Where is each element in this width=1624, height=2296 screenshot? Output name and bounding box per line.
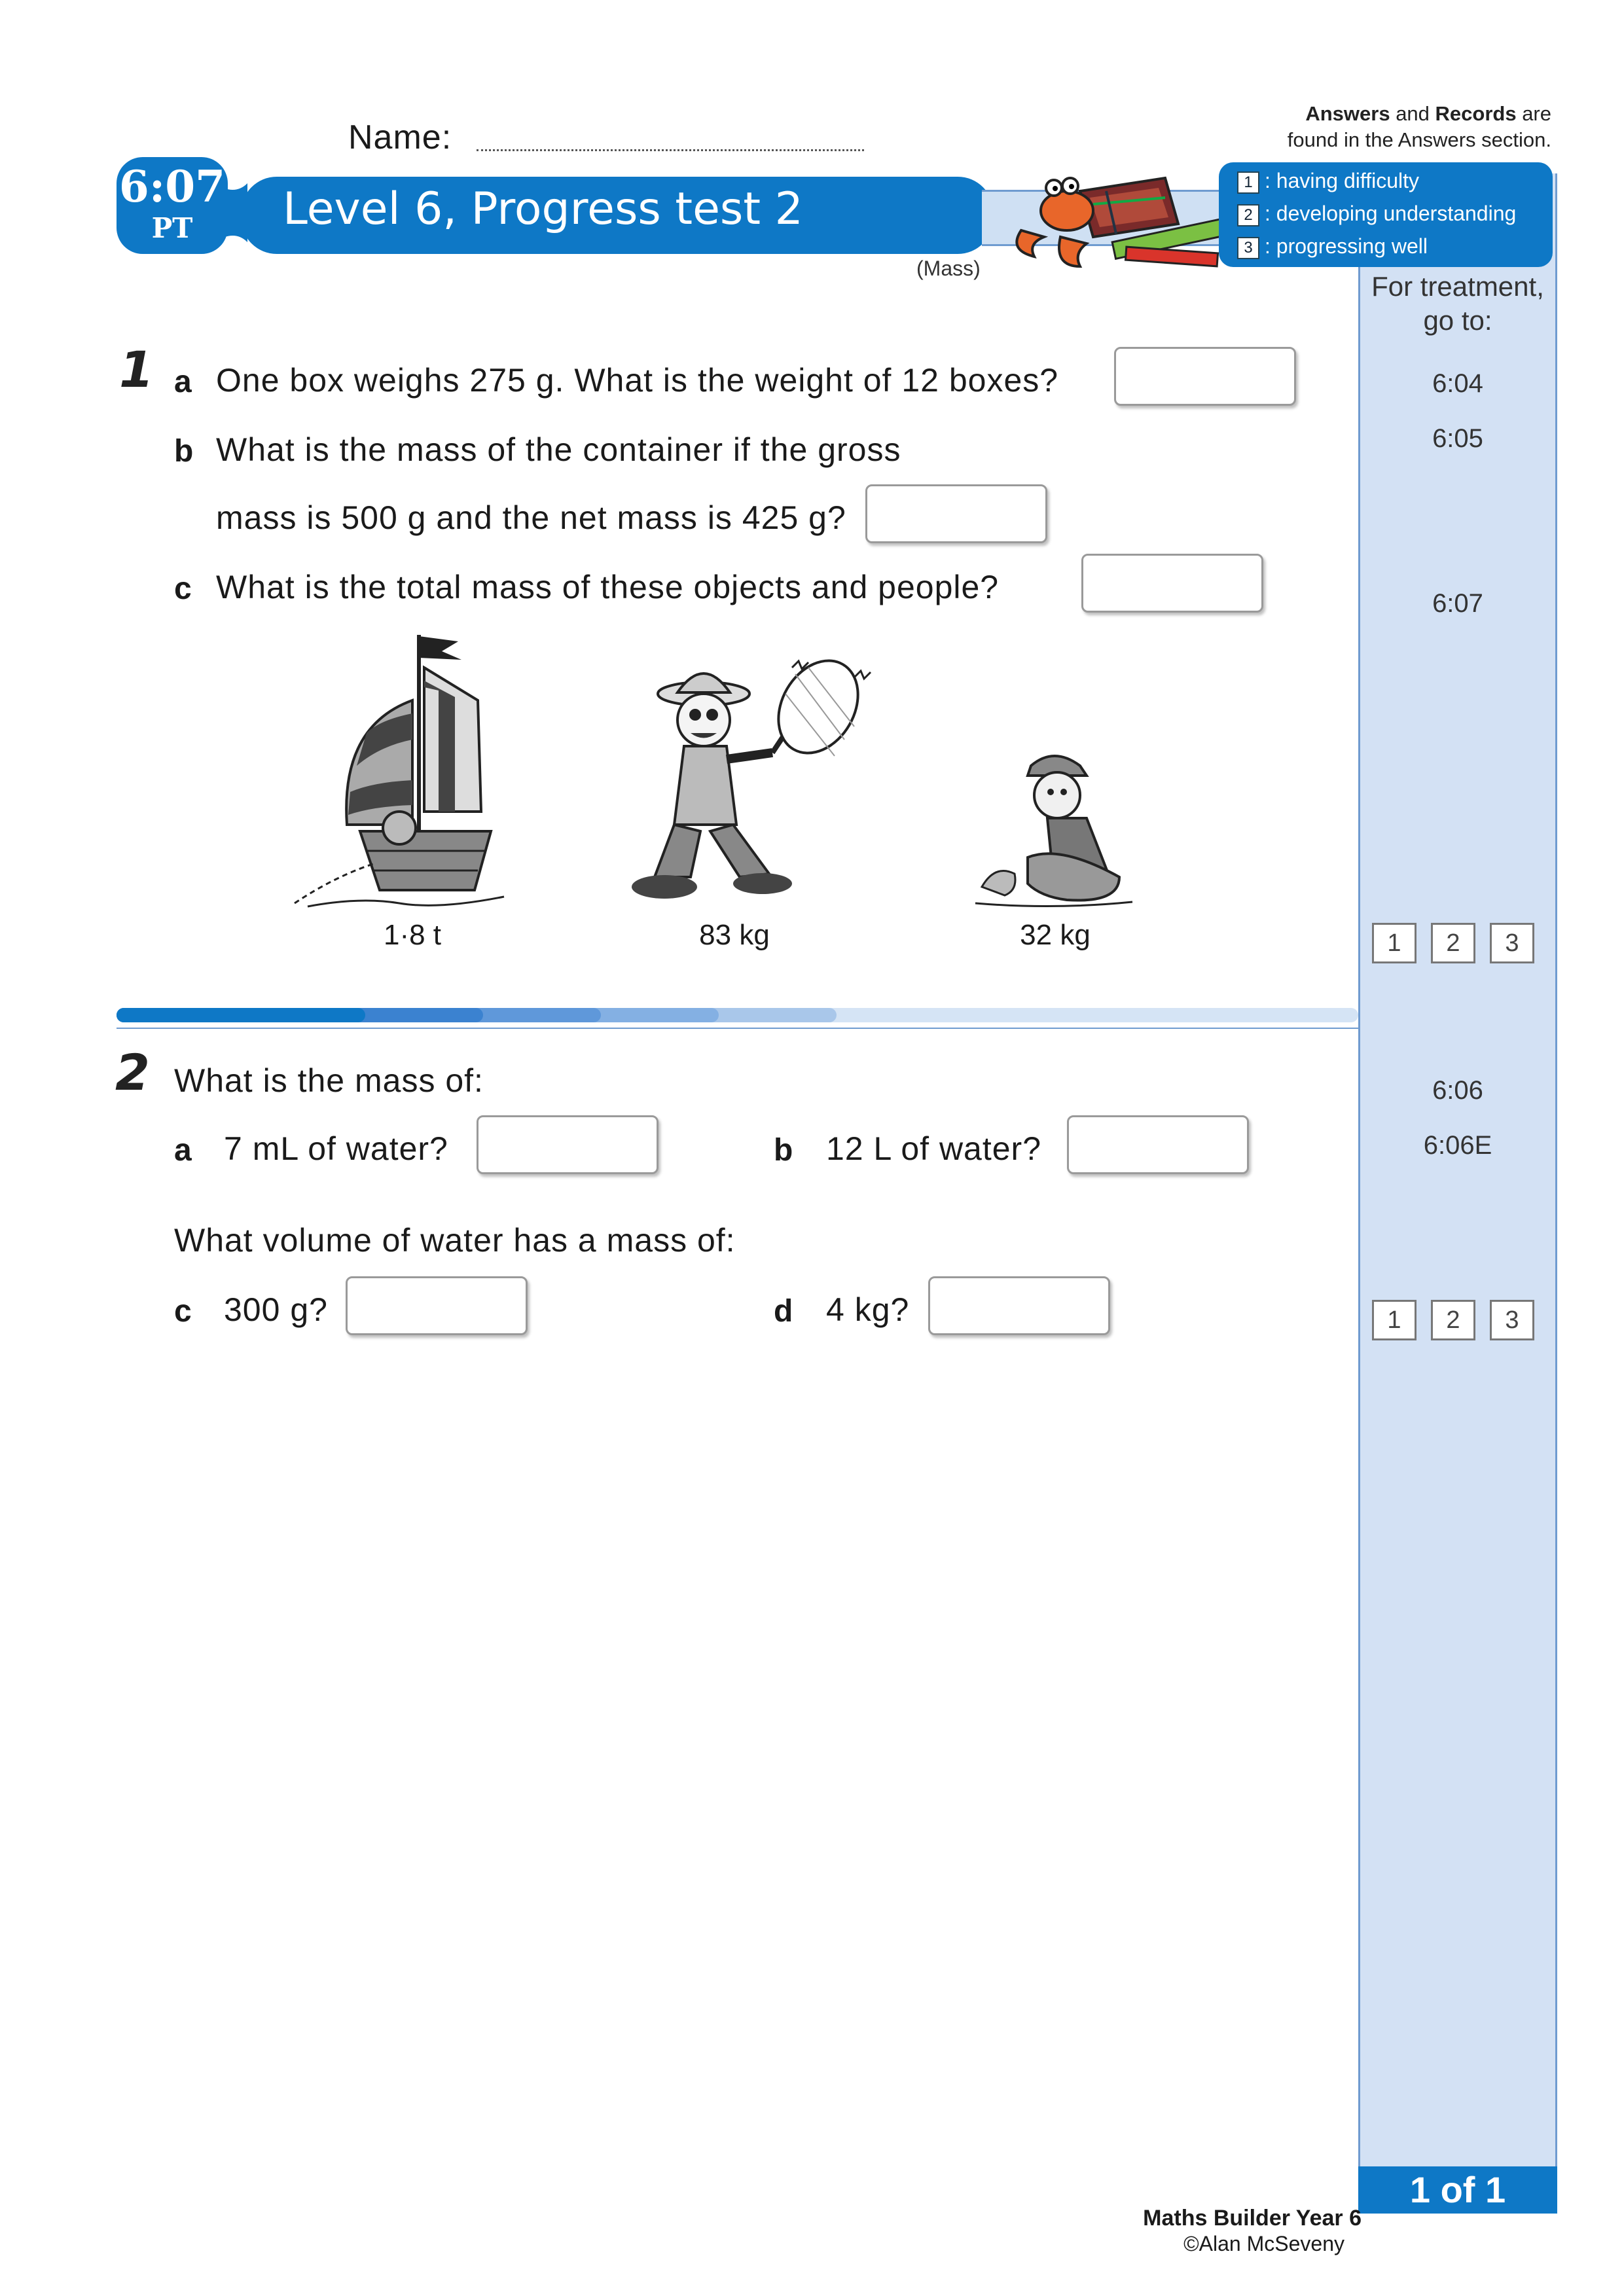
name-label: Name: xyxy=(348,118,452,156)
part-letter: c xyxy=(174,1294,192,1329)
answer-box-2b[interactable] xyxy=(1067,1115,1249,1174)
answer-box-1b[interactable] xyxy=(865,484,1047,543)
legend-number: 2 xyxy=(1237,204,1259,226)
image-caption: 83 kg xyxy=(699,919,770,951)
legend-item-3: 3 : progressing well xyxy=(1237,234,1428,259)
answers-note-line2: found in the Answers section. xyxy=(1287,128,1551,151)
question-1b-text-line1: What is the mass of the container if the gross xyxy=(216,431,901,468)
page-label: 1 of 1 xyxy=(1358,2166,1557,2214)
legend-item-1: 1 : having difficulty xyxy=(1237,169,1419,194)
footer-book: Maths Builder Year 6 xyxy=(1143,2206,1362,2231)
treatment-code: 6:05 xyxy=(1432,424,1483,453)
record-box-1[interactable]: 1 xyxy=(1372,1300,1416,1340)
question-1b-text-line2: mass is 500 g and the net mass is 425 g? xyxy=(216,499,846,536)
image-caption: 32 kg xyxy=(1020,919,1091,951)
answer-box-2d[interactable] xyxy=(928,1276,1110,1335)
record-box-3[interactable]: 3 xyxy=(1490,923,1534,963)
question-number: 2 xyxy=(115,1043,150,1102)
answers-note-line1: Answers and Records are xyxy=(1305,102,1551,125)
part-letter: b xyxy=(774,1133,794,1168)
record-box-2[interactable]: 2 xyxy=(1431,1300,1475,1340)
treatment-code: 6:07 xyxy=(1432,589,1483,618)
treatment-code: 6:04 xyxy=(1432,369,1483,398)
part-letter: c xyxy=(174,571,192,606)
question-1c-text: What is the total mass of these objects and people? xyxy=(216,569,1000,605)
legend-number: 1 xyxy=(1237,171,1259,194)
topic-code-sub: PT xyxy=(151,212,193,244)
question-2a-text: 7 mL of water? xyxy=(224,1130,448,1167)
topic-code: 6:07 xyxy=(118,161,226,212)
treatment-heading-line1: For treatment, xyxy=(1371,271,1544,302)
name-field[interactable] xyxy=(477,149,864,151)
treatment-code: 6:06E xyxy=(1423,1131,1492,1160)
answer-box-2a[interactable] xyxy=(477,1115,659,1174)
sailboat-illustration xyxy=(281,628,517,916)
question-2-intro: What is the mass of: xyxy=(174,1062,484,1099)
divider-line xyxy=(117,1028,1358,1029)
image-caption: 1·8 t xyxy=(383,919,442,951)
question-2b-text: 12 L of water? xyxy=(826,1130,1042,1167)
answer-box-1c[interactable] xyxy=(1081,554,1263,613)
part-letter: a xyxy=(174,1133,192,1168)
question-number: 1 xyxy=(119,340,154,399)
question-2d-text: 4 kg? xyxy=(826,1291,910,1328)
boy-illustration xyxy=(969,746,1139,916)
page-title: Level 6, Progress test 2 xyxy=(283,183,803,235)
page-subtitle: (Mass) xyxy=(916,257,981,280)
part-letter: b xyxy=(174,434,194,469)
part-letter: a xyxy=(174,365,192,399)
record-box-3[interactable]: 3 xyxy=(1490,1300,1534,1340)
record-box-1[interactable]: 1 xyxy=(1372,923,1416,963)
explorer-illustration xyxy=(628,648,903,910)
record-box-2[interactable]: 2 xyxy=(1431,923,1475,963)
answer-box-2c[interactable] xyxy=(346,1276,528,1335)
question-2-intro2: What volume of water has a mass of: xyxy=(174,1222,736,1259)
treatment-heading-line2: go to: xyxy=(1423,305,1492,336)
hermit-crab-illustration xyxy=(982,152,1231,283)
question-2c-text: 300 g? xyxy=(224,1291,328,1328)
question-1a-text: One box weighs 275 g. What is the weight of 12 boxes? xyxy=(216,362,1059,399)
treatment-code: 6:06 xyxy=(1432,1076,1483,1105)
section-divider xyxy=(117,1008,1358,1022)
footer-copyright: ©Alan McSeveny xyxy=(1183,2232,1344,2255)
answer-box-1a[interactable] xyxy=(1114,347,1296,406)
part-letter: d xyxy=(774,1294,794,1329)
legend-number: 3 xyxy=(1237,237,1259,259)
legend-item-2: 2 : developing understanding xyxy=(1237,202,1516,226)
treatment-sidebar xyxy=(1358,173,1557,2212)
